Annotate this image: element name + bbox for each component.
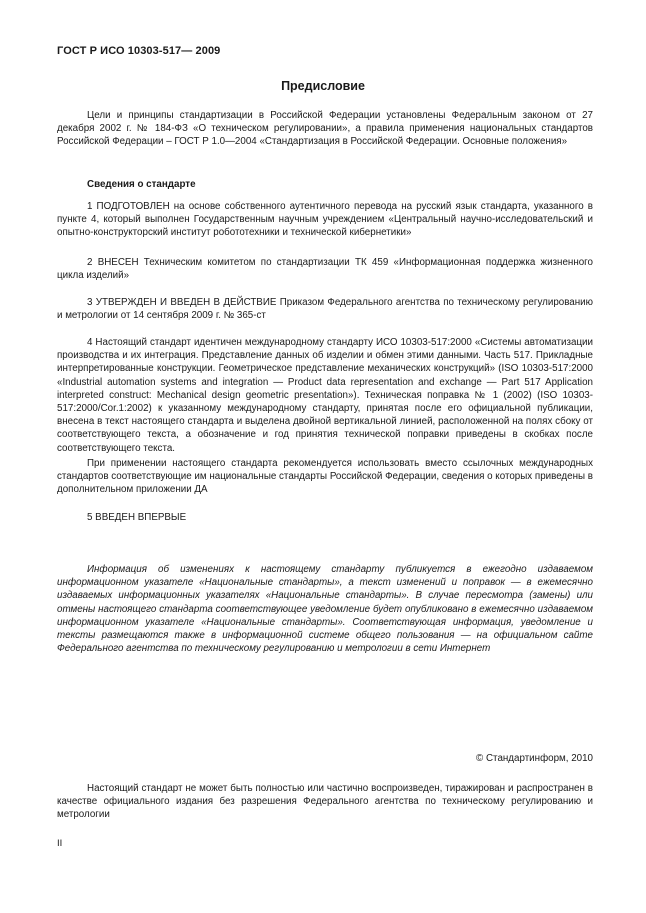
item-4-paragraph: 4 Настоящий стандарт идентичен международному стандарту ИСО 10303-517:2000 «Системы автоматизации производства и их интеграция. Представление данных об изделии и обмен этими данными. Часть 517. Прикладные интерпретированные конструкции. Геометрическое представление механических конструкций» (ISO 10303-517:2000 «Industrial automation systems and integration — Product data representation and exchange — Part 517 Application interpreted construct: Mechanical design geometric presentation»). Техническая поправка № 1 (2002) (ISO 10303-517:2000/Cor.1:2002) к указанному международному стандарту, принятая после его официальной публикации, внесена в текст настоящего стандарта и выделена двойной вертикальной линией, расположенной на полях сбоку от соответствующего текста, а обозначение и год принятия технической поправки приведены в скобках после соответствующего текста.: [57, 337, 593, 454]
item-2-paragraph: 2 ВНЕСЕН Техническим комитетом по стандартизации ТК 459 «Информационная поддержка жизненного цикла изделий»: [57, 257, 593, 282]
item-1-paragraph: 1 ПОДГОТОВЛЕН на основе собственного аутентичного перевода на русский язык стандарта, указанного в пункте 4, который выполнен Государственным научным учреждением «Центральный научно-исследовательский и опытно-конструкторский институт робототехники и технической кибернетики»: [57, 201, 593, 239]
change-notice-paragraph: Информация об изменениях к настоящему стандарту публикуется в ежегодно издаваемом информационном указателе «Национальные стандарты», а текст изменений и поправок — в ежемесячно издаваемых информационных указателях «Национальные стандарты». В случае пересмотра (замены) или отмены настоящего стандарта соответствующее уведомление будет опубликовано в ежемесячно издаваемом информационном указателе «Национальные стандарты». Соответствующая информация, уведомление и тексты размещаются также в информационной системе общего пользования — на официальном сайте Федерального агентства по техническому регулированию и метрологии в сети Интернет: [57, 564, 593, 655]
page-number: II: [57, 838, 63, 849]
item-4-continuation-paragraph: При применении настоящего стандарта рекомендуется использовать вместо ссылочных международных стандартов соответствующие им национальные стандарты Российской Федерации, сведения о которых приведены в дополнительном приложении ДА: [57, 458, 593, 496]
item-5-paragraph: 5 ВВЕДЕН ВПЕРВЫЕ: [87, 512, 187, 523]
document-id-header: ГОСТ Р ИСО 10303-517— 2009: [57, 45, 221, 57]
reproduction-notice-paragraph: Настоящий стандарт не может быть полностью или частично воспроизведен, тиражирован и распространен в качестве официального издания без разрешения Федерального агентства по техническому регулированию и метрологии: [57, 783, 593, 821]
copyright-line: © Стандартинформ, 2010: [476, 753, 593, 764]
item-3-paragraph: 3 УТВЕРЖДЕН И ВВЕДЕН В ДЕЙСТВИЕ Приказом Федерального агентства по техническому регулированию и метрологии от 14 сентября 2009 г. № 365-ст: [57, 297, 593, 322]
intro-paragraph: Цели и принципы стандартизации в Российской Федерации установлены Федеральным законом от 27 декабря 2002 г. № 184-ФЗ «О техническом регулировании», а правила применения национальных стандартов Российской Федерации – ГОСТ Р 1.0—2004 «Стандартизация в Российской Федерации. Основные положения»: [57, 110, 593, 148]
section-heading: Сведения о стандарте: [87, 179, 196, 190]
page-title: Предисловие: [281, 79, 365, 93]
